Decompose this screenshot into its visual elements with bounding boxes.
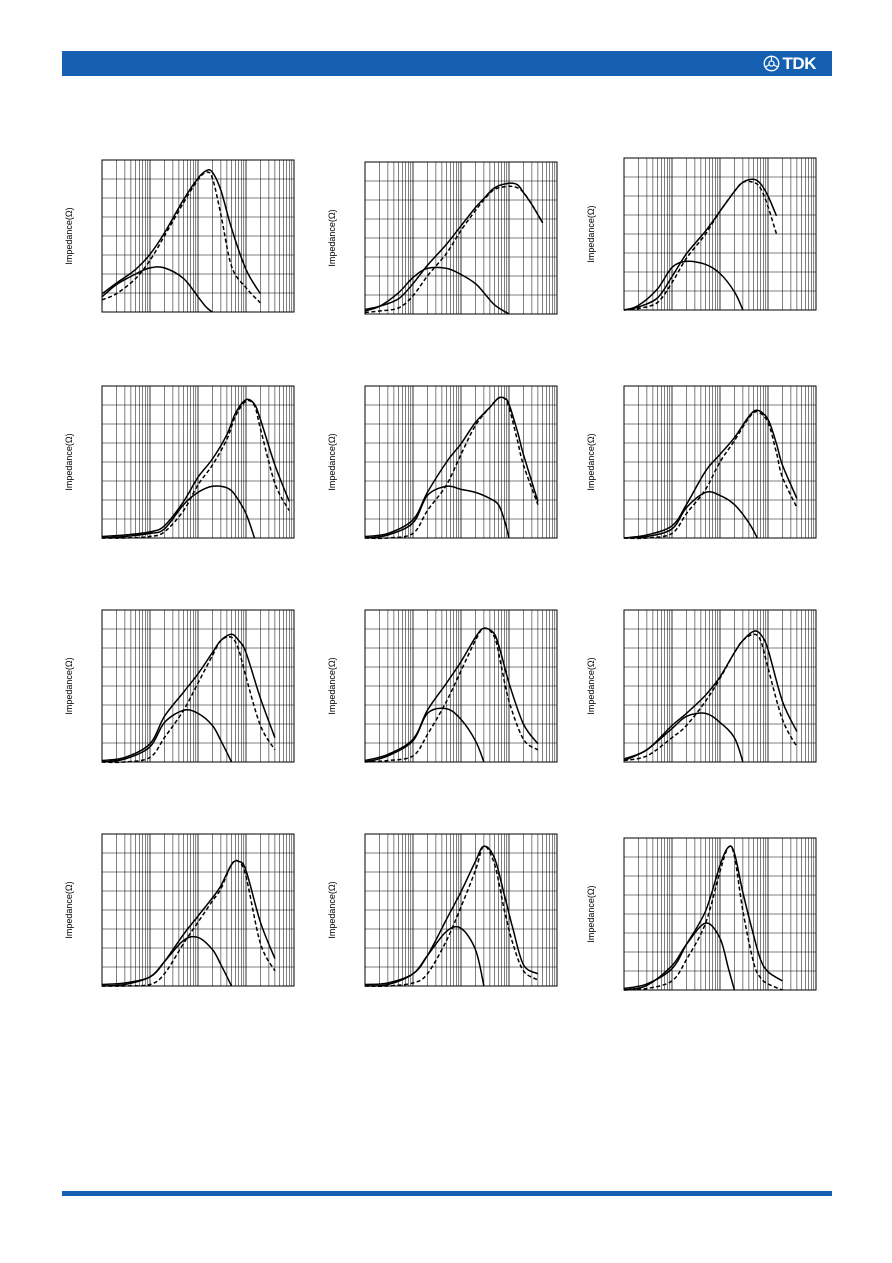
series-line-2 (365, 397, 538, 538)
y-axis-label: Impedance(Ω) (327, 881, 337, 939)
impedance-chart-6-svg (584, 376, 824, 548)
series-line-1 (365, 846, 538, 984)
impedance-chart-2 (325, 152, 565, 324)
y-axis-label: Impedance(Ω) (586, 657, 596, 715)
impedance-chart-4-svg (62, 376, 302, 548)
impedance-chart-11-svg (325, 824, 565, 996)
series-line-3 (102, 710, 232, 762)
series-line-1 (102, 861, 275, 985)
series-line-1 (624, 846, 782, 988)
impedance-chart-3 (584, 148, 824, 320)
footer-bar (62, 1191, 832, 1196)
impedance-chart-1-svg (62, 150, 302, 322)
impedance-chart-2-svg (325, 152, 565, 324)
impedance-chart-9-svg (584, 600, 824, 772)
impedance-chart-10-svg (62, 824, 302, 996)
y-axis-label: Impedance(Ω) (586, 205, 596, 263)
y-axis-label: Impedance(Ω) (64, 207, 74, 265)
impedance-chart-5 (325, 376, 565, 548)
y-axis-label: Impedance(Ω) (586, 885, 596, 943)
series-line-3 (365, 267, 509, 314)
y-axis-label: Impedance(Ω) (64, 657, 74, 715)
impedance-chart-6 (584, 376, 824, 548)
y-axis-label: Impedance(Ω) (586, 433, 596, 491)
series-line-2 (102, 637, 275, 763)
impedance-chart-12 (584, 828, 824, 1000)
series-line-3 (624, 492, 757, 538)
impedance-chart-1 (62, 150, 302, 322)
y-axis-label: Impedance(Ω) (327, 657, 337, 715)
impedance-chart-9 (584, 600, 824, 772)
series-line-2 (365, 846, 538, 986)
impedance-chart-10 (62, 824, 302, 996)
y-axis-label: Impedance(Ω) (64, 881, 74, 939)
impedance-chart-5-svg (325, 376, 565, 548)
series-line-2 (624, 846, 782, 990)
y-axis-label: Impedance(Ω) (327, 433, 337, 491)
brand-name: TDK (782, 54, 816, 73)
impedance-chart-12-svg (584, 828, 824, 1000)
series-line-3 (365, 708, 484, 762)
impedance-chart-3-svg (584, 148, 824, 320)
impedance-chart-11 (325, 824, 565, 996)
impedance-chart-8 (325, 600, 565, 772)
series-line-1 (102, 170, 260, 294)
y-axis-label: Impedance(Ω) (64, 433, 74, 491)
series-line-3 (624, 713, 743, 762)
series-line-3 (365, 486, 509, 538)
impedance-chart-7-svg (62, 600, 302, 772)
impedance-chart-7 (62, 600, 302, 772)
impedance-chart-8-svg (325, 600, 565, 772)
series-line-3 (624, 261, 743, 310)
impedance-chart-4 (62, 376, 302, 548)
series-line-2 (102, 172, 260, 303)
series-line-2 (624, 412, 797, 539)
series-line-3 (102, 937, 232, 986)
series-line-1 (102, 634, 275, 760)
series-line-2 (624, 634, 797, 760)
y-axis-label: Impedance(Ω) (327, 209, 337, 267)
